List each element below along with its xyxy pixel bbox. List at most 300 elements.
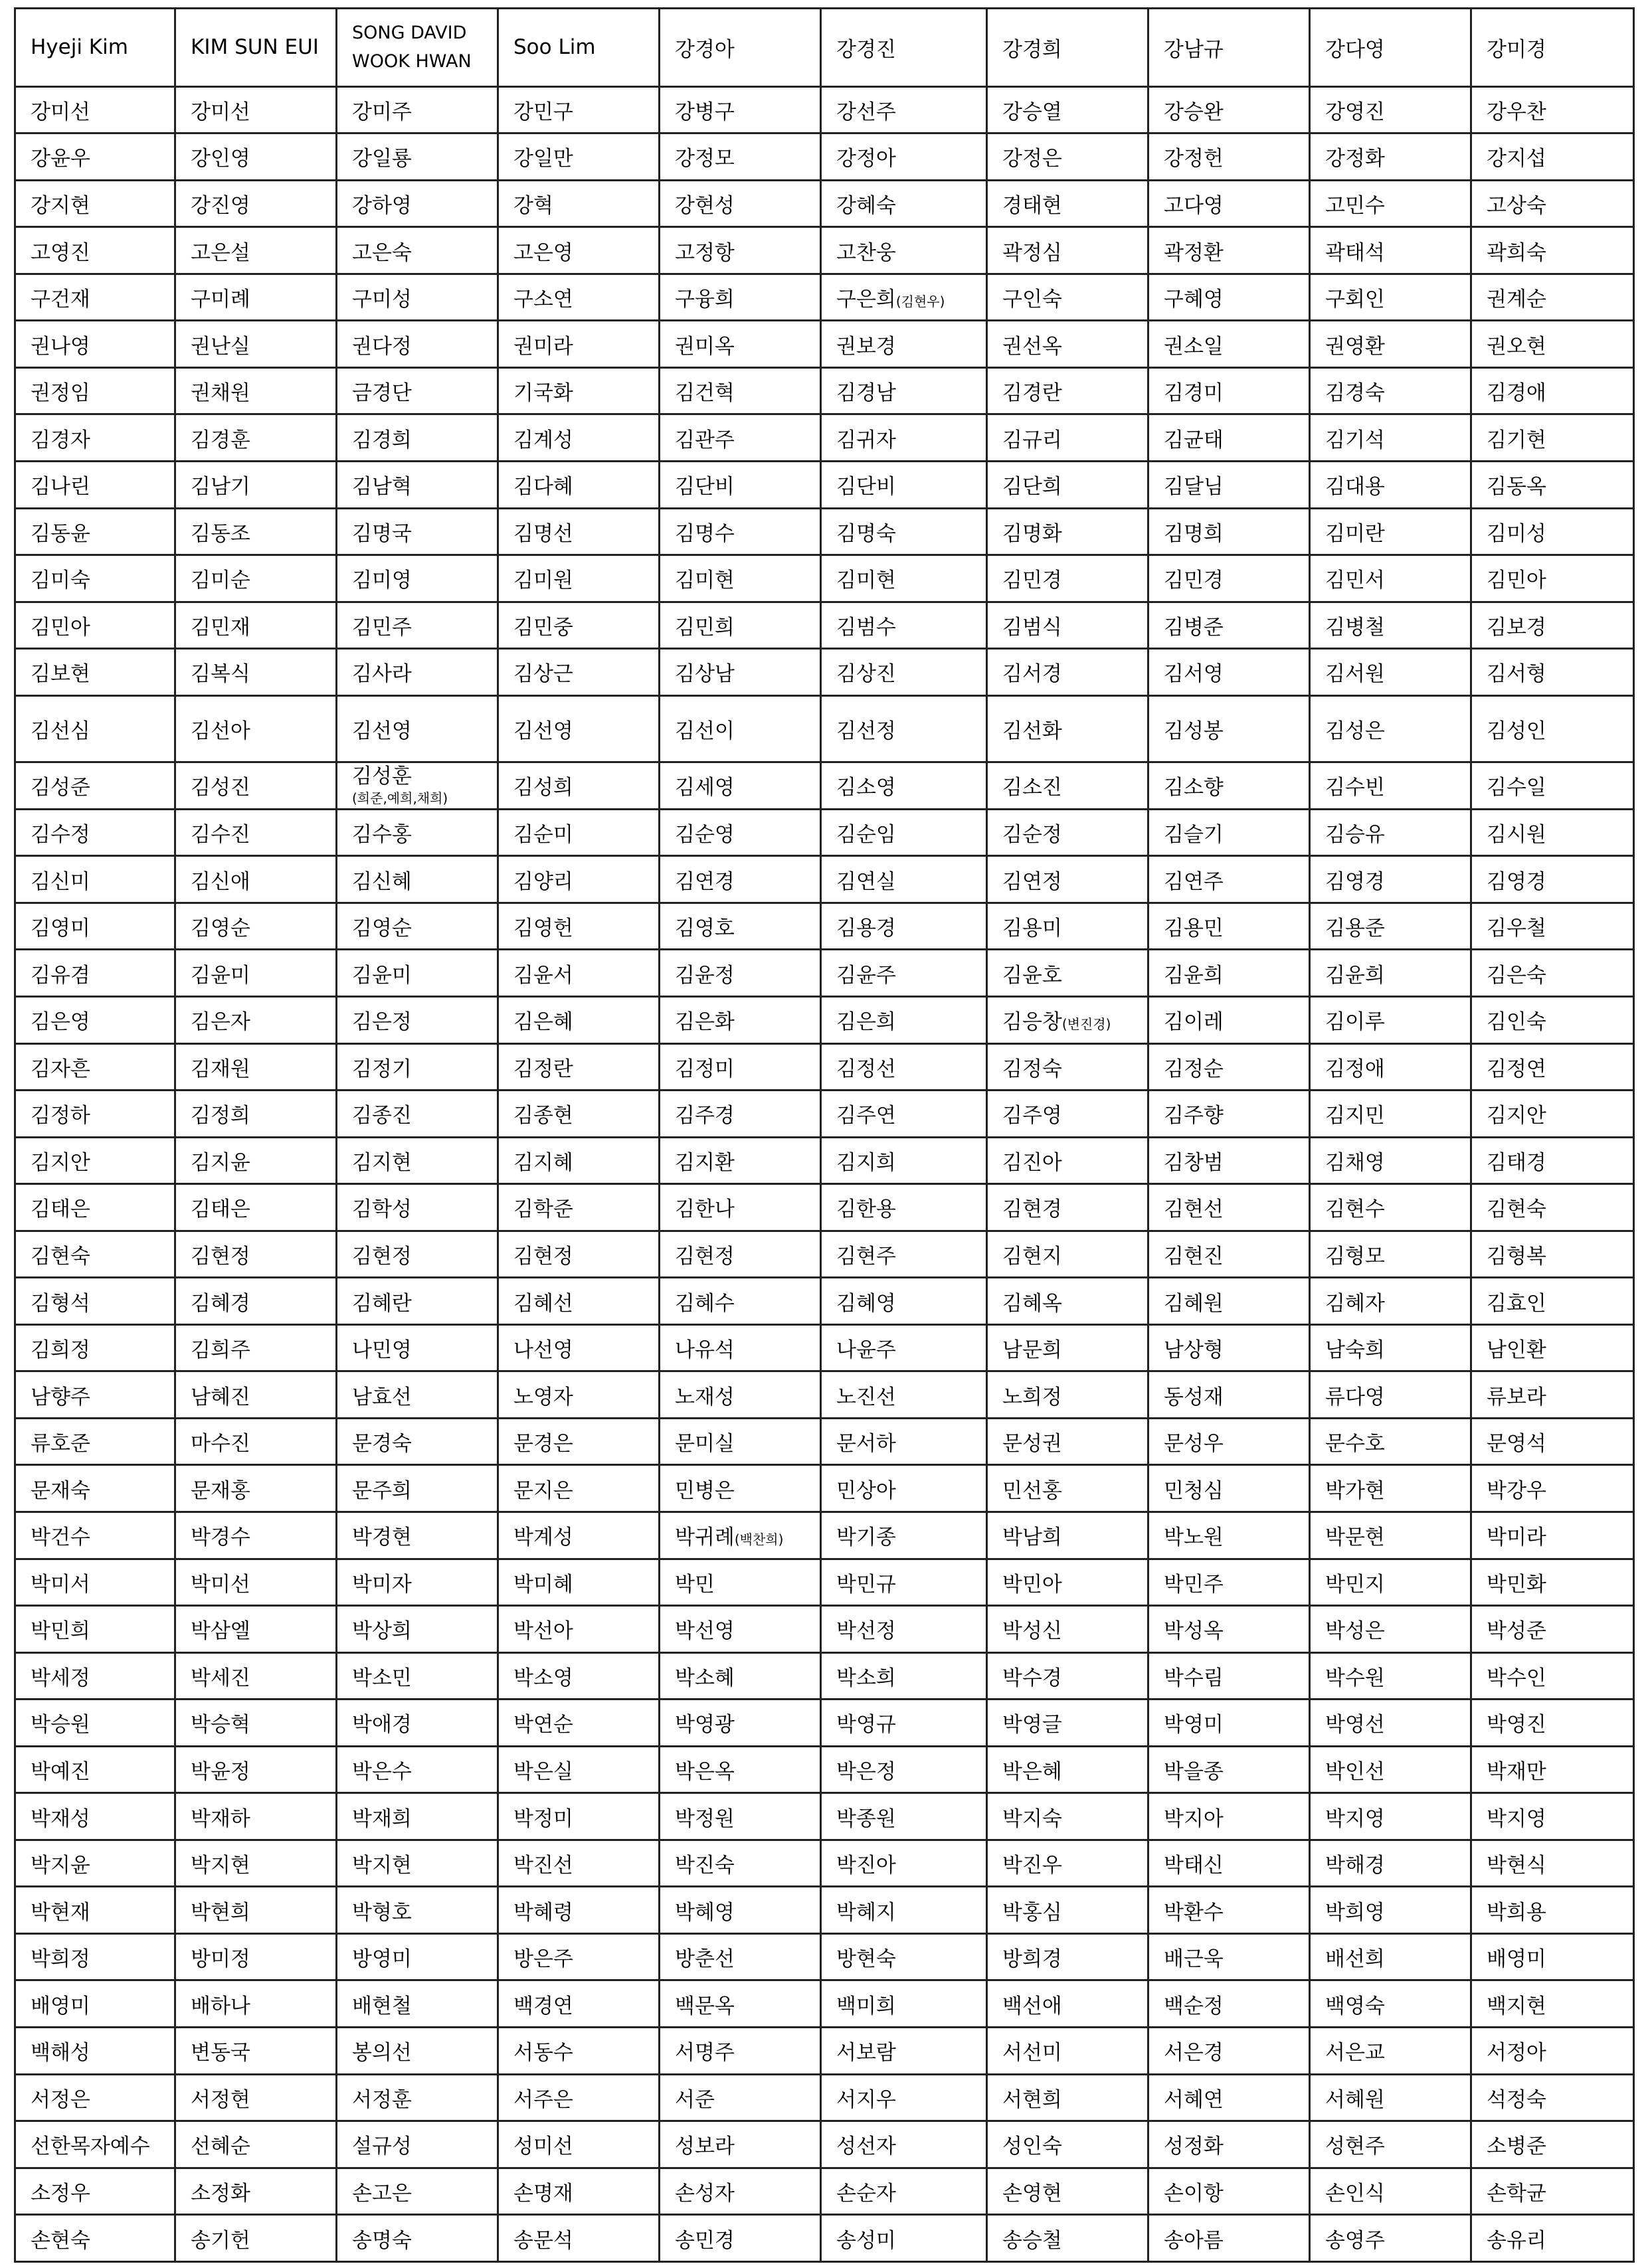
table-row — [15, 649, 1634, 696]
name-cell: 박지숙 — [987, 1793, 1148, 1840]
name-cell: 서정아 — [1471, 2027, 1634, 2074]
name-cell: 강경진 — [821, 9, 987, 87]
name-cell: 박은혜 — [987, 1746, 1148, 1793]
name-cell: 박미선 — [175, 1559, 337, 1606]
name-cell: 서정현 — [175, 2074, 337, 2121]
table-row — [15, 1231, 1634, 1278]
name-cell: 김이레 — [1148, 996, 1310, 1043]
name-cell: 박선영 — [660, 1606, 821, 1653]
name-cell: 박소민 — [337, 1652, 498, 1700]
name-cell: 문수호 — [1310, 1418, 1471, 1465]
name-cell: 박미자 — [337, 1559, 498, 1606]
name-cell: 김선영 — [337, 695, 498, 762]
name-cell: 김주연 — [821, 1090, 987, 1138]
name-cell: 배하나 — [175, 1980, 337, 2028]
name-cell: 김학준 — [498, 1184, 660, 1231]
name-cell: 박진숙 — [660, 1840, 821, 1887]
name-cell: 박현식 — [1471, 1840, 1634, 1887]
name-cell: 김성희 — [498, 762, 660, 810]
name-cell: 박영진 — [1471, 1700, 1634, 1747]
name-cell: 구혜영 — [1148, 274, 1310, 321]
name-cell: 박정원 — [660, 1793, 821, 1840]
name-cell: 구미성 — [337, 274, 498, 321]
table-row — [15, 903, 1634, 950]
name-cell: 민청심 — [1148, 1465, 1310, 1512]
name-cell: 문경은 — [498, 1418, 660, 1465]
name-cell: 서주은 — [498, 2074, 660, 2121]
name-cell: 소정우 — [15, 2168, 175, 2215]
name-cell: 박지현 — [337, 1840, 498, 1887]
table-row — [15, 1043, 1634, 1090]
name-cell: 강현성 — [660, 180, 821, 227]
name-cell: 김선영 — [498, 695, 660, 762]
name-cell: 문성우 — [1148, 1418, 1310, 1465]
name-note: (백찬희) — [734, 1531, 784, 1548]
name-cell: 박성신 — [987, 1606, 1148, 1653]
name-cell: 김명희 — [1148, 508, 1310, 555]
name-cell: 김정선 — [821, 1043, 987, 1090]
name-cell: 박진아 — [821, 1840, 987, 1887]
name-cell: 강혁 — [498, 180, 660, 227]
table-row — [15, 1184, 1634, 1231]
name-cell: 서정훈 — [337, 2074, 498, 2121]
name-cell: 문재홍 — [175, 1465, 337, 1512]
name-cell: 남문희 — [987, 1324, 1148, 1371]
name-cell: 김경희 — [337, 414, 498, 462]
name-cell: 김동옥 — [1471, 461, 1634, 508]
name-cell: 박남희 — [987, 1512, 1148, 1559]
name-cell: 김혜원 — [1148, 1278, 1310, 1325]
name-cell: 김수빈 — [1310, 762, 1471, 810]
name-cell: 서현희 — [987, 2074, 1148, 2121]
name-cell: 박지영 — [1471, 1793, 1634, 1840]
name-cell: 김은정 — [337, 996, 498, 1043]
name-cell: 박영선 — [1310, 1700, 1471, 1747]
name-cell: 남인환 — [1471, 1324, 1634, 1371]
name-cell: 김혜수 — [660, 1278, 821, 1325]
name-cell: 손고은 — [337, 2168, 498, 2215]
name-cell: 고영진 — [15, 227, 175, 274]
table-row — [15, 1090, 1634, 1138]
name-cell: 김용준 — [1310, 903, 1471, 950]
name-cell: 박현재 — [15, 1887, 175, 1934]
name-cell: 김지현 — [337, 1137, 498, 1184]
name-cell: 방은주 — [498, 1933, 660, 1980]
name-cell: 김정희 — [175, 1090, 337, 1138]
name-cell: 박현희 — [175, 1887, 337, 1934]
table-row — [15, 508, 1634, 555]
name-cell: 박선정 — [821, 1606, 987, 1653]
name-cell: 박혜지 — [821, 1887, 987, 1934]
table-row — [15, 133, 1634, 181]
name-cell: 김채영 — [1310, 1137, 1471, 1184]
name-cell: 김귀자 — [821, 414, 987, 462]
name-cell: 김지혜 — [498, 1137, 660, 1184]
name-cell: 김형모 — [1310, 1231, 1471, 1278]
name-cell: 강미경 — [1471, 9, 1634, 87]
name-cell: 김학성 — [337, 1184, 498, 1231]
name-cell: 강미선 — [175, 86, 337, 133]
table-row — [15, 1887, 1634, 1934]
name-cell: Soo Lim — [498, 9, 660, 87]
name-cell: 김승유 — [1310, 809, 1471, 856]
name-cell: 김주경 — [660, 1090, 821, 1138]
table-row — [15, 461, 1634, 508]
name-cell: 김수일 — [1471, 762, 1634, 810]
name-cell: 김상진 — [821, 649, 987, 696]
name-cell: 박영규 — [821, 1700, 987, 1747]
name-cell: 손성자 — [660, 2168, 821, 2215]
name-cell: 김혜경 — [175, 1278, 337, 1325]
name-cell: 김윤미 — [175, 950, 337, 997]
name-cell: 김한용 — [821, 1184, 987, 1231]
name-cell: 박가현 — [1310, 1465, 1471, 1512]
name-cell: 구건재 — [15, 274, 175, 321]
name-cell: 김미란 — [1310, 508, 1471, 555]
name-cell: 동성재 — [1148, 1371, 1310, 1419]
table-row — [15, 227, 1634, 274]
name-cell: 강다영 — [1310, 9, 1471, 87]
table-row — [15, 2074, 1634, 2121]
name-cell: 김진아 — [987, 1137, 1148, 1184]
name-cell: 박문현 — [1310, 1512, 1471, 1559]
name-cell: 박노원 — [1148, 1512, 1310, 1559]
name-cell: 박경현 — [337, 1512, 498, 1559]
name-cell: 김창범 — [1148, 1137, 1310, 1184]
name-cell: 박성은 — [1310, 1606, 1471, 1653]
name-cell: 김민중 — [498, 602, 660, 649]
name-cell: 강선주 — [821, 86, 987, 133]
name-cell: 김민재 — [175, 602, 337, 649]
name-cell: 김경훈 — [175, 414, 337, 462]
name-cell: 구회인 — [1310, 274, 1471, 321]
name-cell: 김은희 — [821, 996, 987, 1043]
name-cell: 김현경 — [987, 1184, 1148, 1231]
name-cell: 박홍심 — [987, 1887, 1148, 1934]
name-cell: 김성준 — [15, 762, 175, 810]
name-cell: 봉의선 — [337, 2027, 498, 2074]
name-cell: 김성은 — [1310, 695, 1471, 762]
name-cell: 김관주 — [660, 414, 821, 462]
name-cell: 김지안 — [1471, 1090, 1634, 1138]
name-cell: 김영경 — [1310, 856, 1471, 903]
name-note: (변진경) — [1061, 1016, 1111, 1033]
name-cell: 김다혜 — [498, 461, 660, 508]
name-cell: 박민주 — [1148, 1559, 1310, 1606]
name-cell: 고은설 — [175, 227, 337, 274]
table-row — [15, 1606, 1634, 1653]
table-row — [15, 1933, 1634, 1980]
name-cell: 고다영 — [1148, 180, 1310, 227]
name-cell: 박수림 — [1148, 1652, 1310, 1700]
name-text: 구은희 — [836, 288, 896, 312]
name-cell: 김현진 — [1148, 1231, 1310, 1278]
name-cell: 김상근 — [498, 649, 660, 696]
name-cell: 박계성 — [498, 1512, 660, 1559]
name-cell: 박경수 — [175, 1512, 337, 1559]
name-cell: 김지윤 — [175, 1137, 337, 1184]
name-cell: 고상숙 — [1471, 180, 1634, 227]
name-cell: 박민규 — [821, 1559, 987, 1606]
name-cell: 김은화 — [660, 996, 821, 1043]
name-cell: 김미순 — [175, 555, 337, 602]
name-cell: 김선심 — [15, 695, 175, 762]
name-cell: 김명선 — [498, 508, 660, 555]
name-cell: 강진영 — [175, 180, 337, 227]
name-cell: 강우찬 — [1471, 86, 1634, 133]
name-cell: 강민구 — [498, 86, 660, 133]
name-cell: 김성봉 — [1148, 695, 1310, 762]
name-cell: 김미영 — [337, 555, 498, 602]
name-note: (김현우) — [895, 294, 945, 310]
name-cell: 김재원 — [175, 1043, 337, 1090]
name-cell: 김대용 — [1310, 461, 1471, 508]
table-row — [15, 996, 1634, 1043]
name-cell: 김상남 — [660, 649, 821, 696]
name-cell: 강정모 — [660, 133, 821, 181]
table-row — [15, 1746, 1634, 1793]
name-cell: 김경애 — [1471, 367, 1634, 414]
name-cell: 강인영 — [175, 133, 337, 181]
name-cell: 송명숙 — [337, 2215, 498, 2262]
name-cell: 박승원 — [15, 1700, 175, 1747]
name-cell: 노희정 — [987, 1371, 1148, 1419]
name-cell: 박민화 — [1471, 1559, 1634, 1606]
name-cell: 류다영 — [1310, 1371, 1471, 1419]
name-cell: 김남혁 — [337, 461, 498, 508]
name-cell: 노영자 — [498, 1371, 660, 1419]
name-cell: 손명재 — [498, 2168, 660, 2215]
name-cell: 박세정 — [15, 1652, 175, 1700]
name-cell: 방희경 — [987, 1933, 1148, 1980]
name-cell: 김연경 — [660, 856, 821, 903]
name-cell: 김미현 — [821, 555, 987, 602]
name-cell: 방미정 — [175, 1933, 337, 1980]
name-cell: 김윤희 — [1148, 950, 1310, 997]
name-cell: 김정기 — [337, 1043, 498, 1090]
name-cell: 송기헌 — [175, 2215, 337, 2262]
name-cell: 박윤정 — [175, 1746, 337, 1793]
name-cell: 구융희 — [660, 274, 821, 321]
name-cell: 김태은 — [15, 1184, 175, 1231]
name-cell: 권미옥 — [660, 321, 821, 368]
name-cell: 강미주 — [337, 86, 498, 133]
name-cell: 김미현 — [660, 555, 821, 602]
name-cell: 김건혁 — [660, 367, 821, 414]
name-cell: KIM SUN EUI — [175, 9, 337, 87]
name-cell: 김민경 — [1148, 555, 1310, 602]
name-cell: 구소연 — [498, 274, 660, 321]
name-cell: 고은숙 — [337, 227, 498, 274]
name-cell: 백해성 — [15, 2027, 175, 2074]
name-cell: 박수원 — [1310, 1652, 1471, 1700]
name-cell: 곽정환 — [1148, 227, 1310, 274]
name-cell: 남효선 — [337, 1371, 498, 1419]
name-cell: 손영현 — [987, 2168, 1148, 2215]
table-row — [15, 1418, 1634, 1465]
name-cell: 백순정 — [1148, 1980, 1310, 2028]
name-cell: 김미원 — [498, 555, 660, 602]
name-cell: 김나린 — [15, 461, 175, 508]
name-cell: 박지윤 — [15, 1840, 175, 1887]
name-cell: 송성미 — [821, 2215, 987, 2262]
name-cell: 송유리 — [1471, 2215, 1634, 2262]
name-cell: 박해경 — [1310, 1840, 1471, 1887]
name-cell: 박진선 — [498, 1840, 660, 1887]
name-cell: 서혜원 — [1310, 2074, 1471, 2121]
name-cell: 김지민 — [1310, 1090, 1471, 1138]
name-cell: 김용민 — [1148, 903, 1310, 950]
name-cell: 김경미 — [1148, 367, 1310, 414]
name-cell: 김명숙 — [821, 508, 987, 555]
name-cell: 성현주 — [1310, 2121, 1471, 2168]
name-cell: 권선옥 — [987, 321, 1148, 368]
name-cell: 손이항 — [1148, 2168, 1310, 2215]
name-cell: 박소영 — [498, 1652, 660, 1700]
name-cell: 김동조 — [175, 508, 337, 555]
name-cell: 강지현 — [15, 180, 175, 227]
name-cell: 권계순 — [1471, 274, 1634, 321]
name-cell: 김시원 — [1471, 809, 1634, 856]
name-cell: 김우철 — [1471, 903, 1634, 950]
name-cell: 박민희 — [15, 1606, 175, 1653]
name-cell: 김명수 — [660, 508, 821, 555]
table-row — [15, 1652, 1634, 1700]
name-cell: 백경연 — [498, 1980, 660, 2028]
name-cell: SONG DAVID WOOK HWAN — [337, 9, 498, 87]
name-cell: 박종원 — [821, 1793, 987, 1840]
name-cell: 박민지 — [1310, 1559, 1471, 1606]
table-row — [15, 321, 1634, 368]
name-cell: 김복식 — [175, 649, 337, 696]
name-cell: 김신애 — [175, 856, 337, 903]
name-cell: 김윤주 — [821, 950, 987, 997]
name-cell: 박지아 — [1148, 1793, 1310, 1840]
name-cell: 곽정심 — [987, 227, 1148, 274]
name-cell: 석정숙 — [1471, 2074, 1634, 2121]
name-grid-body — [15, 9, 1634, 2262]
name-cell: 강미선 — [15, 86, 175, 133]
name-cell: 강승완 — [1148, 86, 1310, 133]
name-cell: 김인숙 — [1471, 996, 1634, 1043]
name-cell: 권오현 — [1471, 321, 1634, 368]
name-cell: 류보라 — [1471, 1371, 1634, 1419]
table-row — [15, 414, 1634, 462]
name-cell: 성정화 — [1148, 2121, 1310, 2168]
name-cell: 강일룡 — [337, 133, 498, 181]
table-row — [15, 1278, 1634, 1325]
name-cell: 김은영 — [15, 996, 175, 1043]
name-cell: 강정화 — [1310, 133, 1471, 181]
name-text: 김응창 — [1002, 1010, 1062, 1035]
table-row — [15, 809, 1634, 856]
name-cell: 김정순 — [1148, 1043, 1310, 1090]
name-cell: 김종진 — [337, 1090, 498, 1138]
name-text: 박귀례 — [675, 1526, 735, 1550]
name-cell: 김규리 — [987, 414, 1148, 462]
name-cell: 문주희 — [337, 1465, 498, 1512]
name-cell: 김희주 — [175, 1324, 337, 1371]
name-cell: 김슬기 — [1148, 809, 1310, 856]
name-cell: 박지현 — [175, 1840, 337, 1887]
name-cell: 문경숙 — [337, 1418, 498, 1465]
name-cell: 김정애 — [1310, 1043, 1471, 1090]
name-cell: 나선영 — [498, 1324, 660, 1371]
name-cell: 김미숙 — [15, 555, 175, 602]
name-cell: 김현수 — [1310, 1184, 1471, 1231]
name-cell: 김민경 — [987, 555, 1148, 602]
name-cell: 강일만 — [498, 133, 660, 181]
name-cell: 김연실 — [821, 856, 987, 903]
name-cell: 김연주 — [1148, 856, 1310, 903]
name-cell: 송문석 — [498, 2215, 660, 2262]
name-cell: 박애경 — [337, 1700, 498, 1747]
name-cell: 강지섭 — [1471, 133, 1634, 181]
name-cell: 박형호 — [337, 1887, 498, 1934]
name-cell: 나윤주 — [821, 1324, 987, 1371]
name-cell: 김주향 — [1148, 1090, 1310, 1138]
name-cell: 김현정 — [660, 1231, 821, 1278]
name-cell: 박건수 — [15, 1512, 175, 1559]
header-row — [15, 9, 1634, 87]
name-cell: 송아름 — [1148, 2215, 1310, 2262]
name-cell: 문지은 — [498, 1465, 660, 1512]
name-cell: 김세영 — [660, 762, 821, 810]
name-cell: 문영석 — [1471, 1418, 1634, 1465]
name-cell: 김순임 — [821, 809, 987, 856]
name-cell: 권채원 — [175, 367, 337, 414]
name-cell: 김남기 — [175, 461, 337, 508]
table-row — [15, 762, 1634, 810]
name-cell: 김민주 — [337, 602, 498, 649]
name-cell: 김혜옥 — [987, 1278, 1148, 1325]
name-cell: 김은혜 — [498, 996, 660, 1043]
name-cell: 김영순 — [337, 903, 498, 950]
name-cell: 서선미 — [987, 2027, 1148, 2074]
name-cell: 강경아 — [660, 9, 821, 87]
name-cell: 민병은 — [660, 1465, 821, 1512]
table-row — [15, 180, 1634, 227]
name-cell: 서은교 — [1310, 2027, 1471, 2074]
name-cell: 고은영 — [498, 227, 660, 274]
name-cell: 김영헌 — [498, 903, 660, 950]
name-cell: 성인숙 — [987, 2121, 1148, 2168]
name-cell: 백선애 — [987, 1980, 1148, 2028]
name-cell: 김단비 — [660, 461, 821, 508]
name-cell: 박미혜 — [498, 1559, 660, 1606]
name-cell: 김신미 — [15, 856, 175, 903]
name-cell: 김균태 — [1148, 414, 1310, 462]
name-cell: 성선자 — [821, 2121, 987, 2168]
name-cell: 박세진 — [175, 1652, 337, 1700]
name-cell: 박민아 — [987, 1559, 1148, 1606]
name-cell: 김서영 — [1148, 649, 1310, 696]
name-cell: 박소희 — [821, 1652, 987, 1700]
name-cell: 변동국 — [175, 2027, 337, 2074]
table-row — [15, 1559, 1634, 1606]
name-cell: 권영환 — [1310, 321, 1471, 368]
name-cell: 김경자 — [15, 414, 175, 462]
name-cell: 김정연 — [1471, 1043, 1634, 1090]
table-row — [15, 1840, 1634, 1887]
table-row — [15, 1324, 1634, 1371]
name-cell: 손학균 — [1471, 2168, 1634, 2215]
name-cell: 박미라 — [1471, 1512, 1634, 1559]
table-row — [15, 2027, 1634, 2074]
name-cell: 박영글 — [987, 1700, 1148, 1747]
name-cell: 김신혜 — [337, 856, 498, 903]
name-cell: 박은수 — [337, 1746, 498, 1793]
